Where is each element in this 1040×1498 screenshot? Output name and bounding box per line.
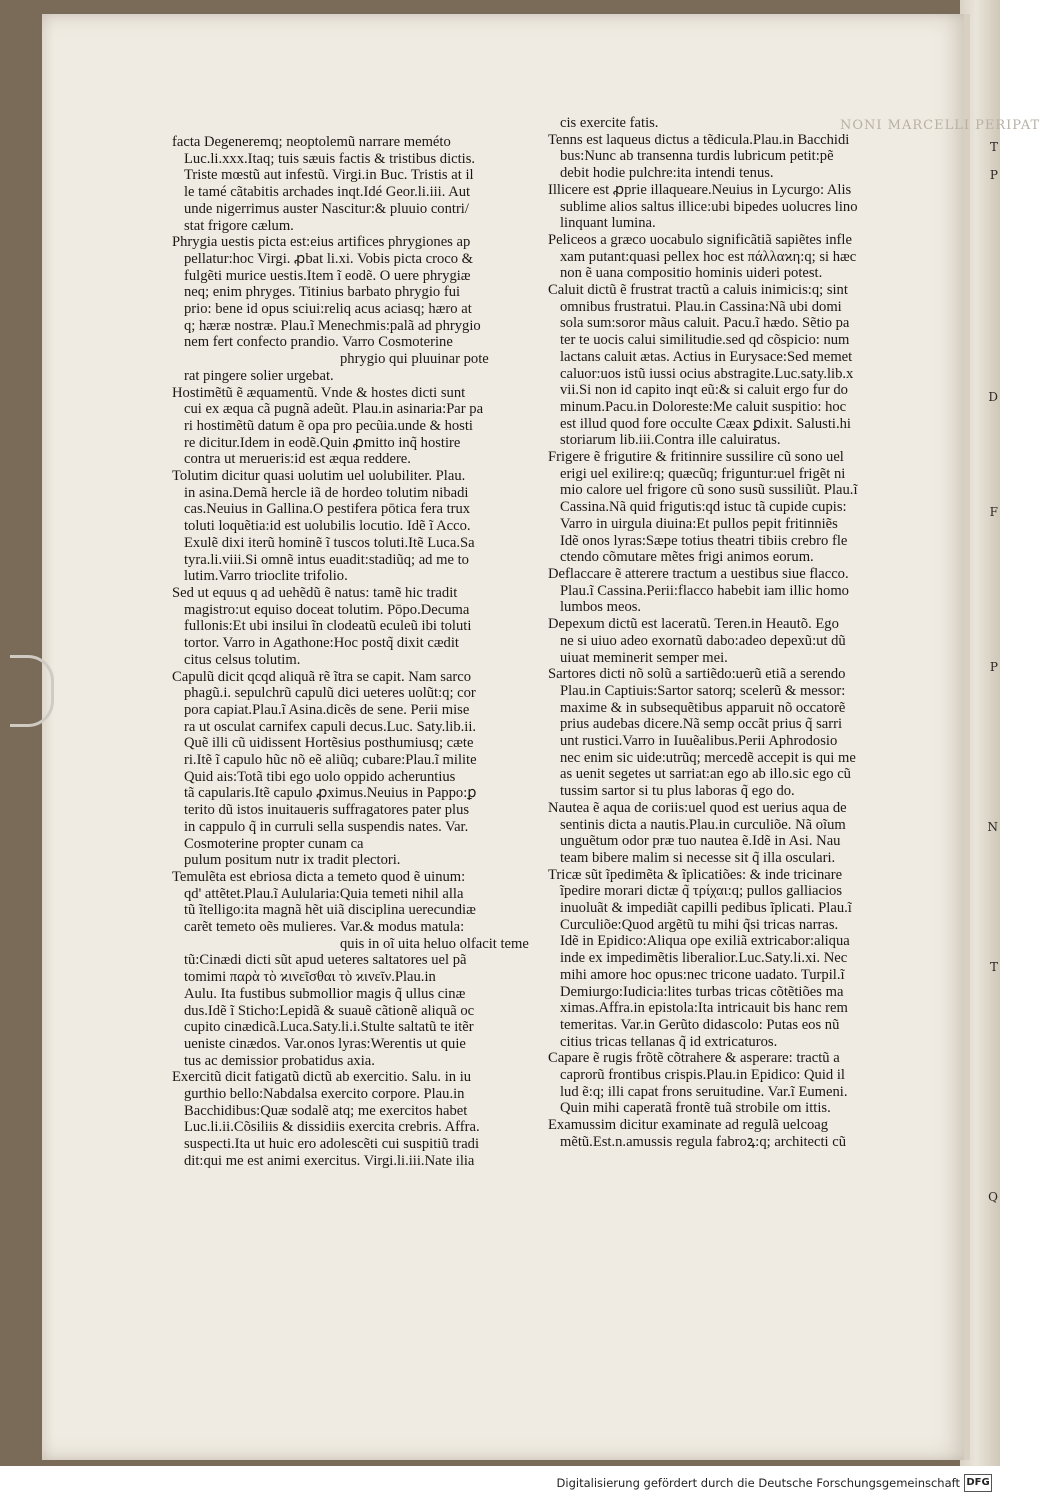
- right-text-column: [548, 115, 920, 1151]
- text-line: cas.Neuius in Gallina.O pestifera pōtica fera trux: [184, 501, 471, 518]
- text-line: lactans caluit ætas. Actius in Eurysace:Sed memet: [560, 348, 853, 365]
- text-line: mio calore uel frigore cũ sono susũ sussiliũt. Plau.ĩ: [560, 482, 858, 499]
- text-line: Capare ẽ rugis frõtẽ cõtrahere & asperare: tractũ a: [548, 1050, 840, 1067]
- text-line: stat frigore cælum.: [184, 217, 294, 234]
- text-line: Cosmoterine propter cunam ca: [184, 835, 364, 852]
- text-line: Luc.li.ii.Cõsiliis & dissidiis exercita crebris. Affra.: [184, 1119, 480, 1136]
- text-line: neq; enim phryges. Titinius barbato phrygio fui: [184, 284, 461, 301]
- text-line: inuoluãt & impediãt capilli pedibus ĩplicati. Plau.ĩ: [560, 900, 852, 917]
- facing-page-bleed: T P D F P N T Q: [960, 0, 1000, 1466]
- text-line: toluti loquẽtia:id est uolubilis locutio. Idẽ ĩ Acco.: [184, 518, 471, 535]
- text-line: fullonis:Et ubi insilui ĩn clodeatũ eculeũ ibi toluti: [184, 618, 472, 635]
- text-line: tortor. Varro in Agathone:Hoc postq̃ dixit cædit: [184, 635, 459, 652]
- text-line: debit hodie pulchre:ita intendi tenus.: [560, 165, 774, 182]
- text-line: pellatur:hoc Virgi. ꝓbat li.xi. Vobis picta croco &: [184, 250, 474, 267]
- text-line: in cappulo q̃ in curruli sella suspendis nates. Var.: [184, 818, 469, 835]
- dfg-logo: DFG: [964, 1474, 992, 1492]
- text-line: Cassina.Nã quid frigutis:qd istuc tã cupide cupis:: [560, 499, 847, 516]
- text-line: Caluit dictũ ẽ frustrat tractũ a caluis inimicis:q; sint: [548, 282, 848, 299]
- text-line: Tricæ sũt ĩpedimẽta & ĩplicatiões: & inde tricinare: [548, 866, 843, 883]
- text-line: ĩpedire morari dictæ q̃ τρίχαι:q; pullos galliacios: [560, 883, 843, 900]
- text-line: lumbos meos.: [560, 599, 642, 616]
- text-line: Hostimẽtũ ẽ æquamentũ. Vnde & hostes dicti sunt: [172, 384, 466, 401]
- footer-bar: [0, 1466, 1000, 1498]
- text-line: Tenns est laqueus dictus a tẽdicula.Plau.in Bacchidi: [548, 131, 850, 148]
- text-line: Nautea ẽ aqua de coriis:uel quod est uerius aqua de: [548, 799, 847, 816]
- text-line: Phrygia uestis picta est:eius artifices phrygiones ap: [172, 234, 471, 251]
- text-line: Plau.ĩ Cassina.Perii:flacco habebit iam illic homo: [560, 582, 849, 599]
- text-line: ra ut osculat carnifex capuli decus.Luc. Saty.lib.ii.: [184, 718, 477, 735]
- text-line: nem fert confecto prandio. Varro Cosmoterine: [184, 334, 453, 351]
- text-line: Capulũ dicit qcqd aliquã rẽ ĩtra se capit. Nam sarco: [172, 668, 472, 685]
- text-line: gurthio bello:Nabdalsa exercito corpore. Plau.in: [184, 1086, 465, 1103]
- text-line: Quẽ illi cũ uidissent Hortẽsius posthumiusq; cæte: [184, 735, 474, 752]
- text-line: facta Degeneremq; neoptolemũ narrare meméto: [172, 134, 451, 150]
- text-line: quis in oĩ uita heluo olfacit teme: [340, 935, 529, 952]
- text-line: minum.Pacu.in Doloreste:Me caluit suspitio: hoc: [560, 398, 847, 415]
- text-line: cupito cinædicã.Luca.Saty.li.i.Stulte saltatũ te itẽr: [184, 1019, 474, 1036]
- text-line: omnibus frustratui. Plau.in Cassina:Nã ubi domi: [560, 298, 842, 315]
- text-line: sublime alios saltus illice:ubi bipedes uolucres lino: [560, 198, 858, 215]
- left-text-column: [172, 134, 540, 1170]
- text-line: Idẽ onos lyras:Sæpe totius theatri tibiis crebro fle: [560, 532, 848, 549]
- text-line: ne si uiuo adeo exornatũ dabo:adeo depexũ:ut dũ: [560, 632, 846, 649]
- text-line: Examussim dicitur examinate ad regulã uelcoag: [548, 1117, 829, 1134]
- text-line: storiarum lib.iii.Contra ille caluiratus.: [560, 432, 781, 449]
- text-line: Demiurgo:Iudicia:lites turbas tricas cõtẽtiões ma: [560, 983, 844, 1000]
- text-line: ctendo cõmutare mẽtes frigi animos eorum.: [560, 549, 814, 566]
- page-clip: [10, 655, 54, 727]
- text-line: vii.Si non id capito inqt eũ:& si caluit ergo fur do: [560, 382, 848, 399]
- text-line: Quin mihi caperatã frontẽ tuã strobile om ittis.: [560, 1100, 831, 1117]
- text-line: inde ex impedimẽtis liberalior.Luc.Saty.li.xi. Nec: [560, 950, 848, 967]
- text-line: ximas.Affra.in epistola:Ita intricauit bis hanc rem: [560, 1000, 848, 1017]
- text-line: terito dũ istos inuitaueris suffragatores pater plus: [184, 802, 470, 819]
- text-line: lud ẽ:q; illi capat frons seruitudine. Var.ĩ Eumeni.: [560, 1083, 848, 1100]
- text-line: ter te uocis calui similitudie.sed qd cõspicio: num: [560, 332, 850, 349]
- text-line: Peliceos a græco uocabulo significãtiã sapiẽtes infle: [548, 231, 852, 248]
- text-line: Curculiõe:Quod argẽtũ tu mihi q̃si tricas narras.: [560, 916, 839, 933]
- text-line: Illicere est ꝓprie illaqueare.Neuius in Lycurgo: Alis: [548, 181, 852, 198]
- text-line: Quid ais:Totã tibi ego uolo oppido acheruntius: [184, 768, 456, 785]
- text-line: fulgẽti murice uestis.Item ĩ eodẽ. O uere phrygiæ: [184, 267, 471, 284]
- text-line: caluor:uos istũ iussi ocius abstragite.Luc.saty.lib.x: [560, 365, 854, 382]
- text-line: unde nigerrimus auster Nascitur:& pluuio contri/: [184, 200, 469, 217]
- text-line: Tolutim dicitur quasi uolutim uel uolubiliter. Plau.: [172, 468, 466, 485]
- footer-credit: Digitalisierung gefördert durch die Deutsche Forschungsgemeinschaft: [556, 1476, 960, 1490]
- text-line: tomimi παρὰ τὸ ϰινεῖσθαι τὸ ϰινεῖν.Plau.in: [184, 969, 436, 986]
- text-line: dit:qui me est animi exercitus. Virgi.li.iii.Nate ilia: [184, 1152, 475, 1169]
- text-line: Frigere ẽ frigutire & fritinnire sussilire cũ sono uel: [548, 449, 844, 466]
- text-line: temeritas. Var.in Gerũto didascolo: Putas eos nũ: [560, 1016, 840, 1033]
- text-line: ri hostimẽtũ datum ẽ opa pro pecũia.unde & hosti: [184, 417, 473, 434]
- text-line: tũ:Cinædi dicti sũt apud ueteres saltatores uel pã: [184, 952, 467, 969]
- text-line: phagũ.i. sepulchrũ capulũ dici ueteres uolũt:q; cor: [184, 685, 476, 702]
- text-line: maxime & in subsequẽtibus apparuit nõ occatorẽ: [560, 699, 846, 716]
- text-line: prius audebas dicere.Nã semp occãt prius q̃ sarri: [560, 716, 843, 733]
- text-line: dus.Idẽ ĩ Sticho:Lepidã & suauẽ cãtionẽ aliquã oc: [184, 1002, 475, 1019]
- text-line: in asina.Demã hercle iã de hordeo tolutim nibadi: [184, 484, 469, 501]
- text-line: unguẽtum odor præ tuo nautea ẽ.Idẽ in Asi. Nau: [560, 833, 841, 850]
- text-line: nec enim sic uide:utrũq; mercedẽ accepit is qui me: [560, 749, 856, 766]
- text-line: lutim.Varro trioclite trifolio.: [184, 568, 348, 585]
- text-line: caprorũ frontibus crispis.Plau.in Epidico: Quid il: [560, 1067, 845, 1084]
- text-line: phrygio qui pluuinar pote: [340, 351, 489, 368]
- text-line: re dicitur.Idem in eodẽ.Quin ꝓmitto inq̃ hostire: [184, 434, 461, 451]
- text-line: non ẽ uana compositio hominis uideri potest.: [560, 265, 823, 282]
- text-line: linquant lumina.: [560, 215, 656, 232]
- text-line: pulum positum nutr ix tradit plectori.: [184, 852, 401, 869]
- text-line: Aulu. Ita fustibus submollior magis q̃ ullus cinæ: [184, 985, 466, 1002]
- text-line: tã capularis.Itẽ capulo ꝓximus.Neuius in Pappo:ꝑ: [184, 785, 477, 802]
- text-line: unt rustici.Varro in Iuuẽalibus.Perii Aphrodosio: [560, 733, 838, 750]
- text-line: xam putant:quasi pellex hoc est πάλλαϰη:q; si hæc: [560, 248, 857, 265]
- text-line: as uenit segetes ut sarriat:an ego ab illo.sic ego cũ: [560, 766, 851, 783]
- text-line: sola sum:soror mãus caluit. Pacu.ĩ hædo. Sẽtio pa: [560, 315, 850, 332]
- text-line: Triste mœstũ aut infestũ. Virgi.in Buc. Tristis at il: [184, 167, 474, 184]
- text-line: mẽtũ.Est.n.amussis regula fabroꝝ:q; architecti cũ: [560, 1133, 847, 1150]
- text-line: Bacchidibus:Quæ sodalẽ atq; me exercitos habet: [184, 1102, 468, 1119]
- text-line: contra ut merueris:id est æqua reddere.: [184, 451, 411, 468]
- text-line: erigi uel exilire:q; quæcũq; friguntur:uel frigẽt ni: [560, 465, 846, 482]
- text-line: Plau.in Captiuis:Sartor satorq; scelerũ & messor:: [560, 682, 846, 699]
- text-line: Idẽ in Epidico:Aliqua ope exiliã extricabor:aliqua: [560, 933, 850, 950]
- text-line: est illud quod fore occulte Cæax ꝑdixit. Salusti.hi: [560, 415, 851, 432]
- text-line: carẽt temeto oẽs mulieres. Var.& modus matula:: [184, 919, 465, 936]
- text-line: Exulẽ dixi iterũ hominẽ ĩ tuscos toluti.Itẽ Luca.Sa: [184, 534, 475, 551]
- text-line: Temulẽta est ebriosa dicta a temeto quod ẽ uinum:: [172, 868, 466, 885]
- text-line: magistro:ut equiso doceat tolutim. Pōpo.Decuma: [184, 601, 470, 618]
- text-line: tyra.li.viii.Si omnẽ intus euadit:stadiũq; ad me to: [184, 551, 469, 568]
- text-line: rat pingere solier urgebat.: [184, 367, 334, 384]
- text-line: uiuat meminerit semper mei.: [560, 649, 728, 666]
- text-line: prio: bene id opus sciui:reliq acus aciasq; hæro at: [184, 301, 472, 318]
- text-line: le tamé cãtabitis archades inqt.Idé Geor.li.iii. Aut: [184, 184, 471, 201]
- text-line: Sartores dicti nõ solũ a sartiẽdo:uerũ etiã a serendo: [548, 666, 846, 683]
- text-line: ri.Itẽ ĩ capulo hũc nõ eẽ aliũq; cubare:Plau.ĩ milite: [184, 752, 477, 769]
- text-line: tus ac demissior probatidus axia.: [184, 1052, 375, 1069]
- text-line: citius tricas tellanas q̃ id extricaturos.: [560, 1033, 778, 1050]
- text-line: Sed ut equus q ad uehẽdũ ẽ natus: tamẽ hic tradit: [172, 584, 458, 601]
- text-line: sentinis dicta a nautis.Plau.in curculiõe. Nã oĩum: [560, 816, 846, 833]
- text-line: cui ex æqua cã pugnã adeũt. Plau.in asinaria:Par pa: [184, 401, 484, 418]
- text-line: pora capiat.Plau.ĩ Asina.dicẽs de sene. Perii mise: [184, 701, 470, 718]
- text-line: cis exercite fatis.: [560, 115, 659, 131]
- text-line: team bibere malim si necesse sit q̃ illa osculari.: [560, 849, 836, 866]
- text-line: tũ ĩtelligo:ita magnã hẽt uiã disciplina uerecundiæ: [184, 902, 476, 919]
- text-line: ueniste cinædos. Var.onos lyras:Werentis ut quie: [184, 1035, 466, 1052]
- text-line: bus:Nunc ab transenna turdis lubricum petit:pẽ: [560, 148, 834, 165]
- running-header-bleedthrough: NONI MARCELLI PERIPAT: [840, 118, 1040, 133]
- text-line: qd' attẽtet.Plau.ĩ Aulularia:Quia temeti nihil alla: [184, 885, 464, 902]
- text-line: Depexum dictũ est laceratũ. Teren.in Heautõ. Ego: [548, 616, 839, 633]
- text-line: suspecti.Ita ut huic ero adolescẽti cui suspitiũ tradi: [184, 1136, 480, 1153]
- text-line: Exercitũ dicit fatigatũ dictũ ab exercitio. Salu. in iu: [172, 1069, 472, 1086]
- text-line: Varro in uirgula diuina:Et pullos pepit fritinniẽs: [560, 515, 838, 532]
- text-line: tussim sartor si tu plus laboras q̃ ego do.: [560, 783, 795, 800]
- text-line: q; hæræ nostræ. Plau.ĩ Menechmis:palã ad phrygio: [184, 317, 481, 334]
- text-line: Luc.li.xxx.Itaq; tuis sæuis factis & tristibus dictis.: [184, 150, 476, 167]
- text-line: citus celsus tolutim.: [184, 651, 301, 668]
- text-line: mihi amore hoc opus:nec tricone uadato. Turpil.ĩ: [560, 966, 845, 983]
- text-line: Deflaccare ẽ atterere tractum a uestibus siue flacco.: [548, 565, 849, 582]
